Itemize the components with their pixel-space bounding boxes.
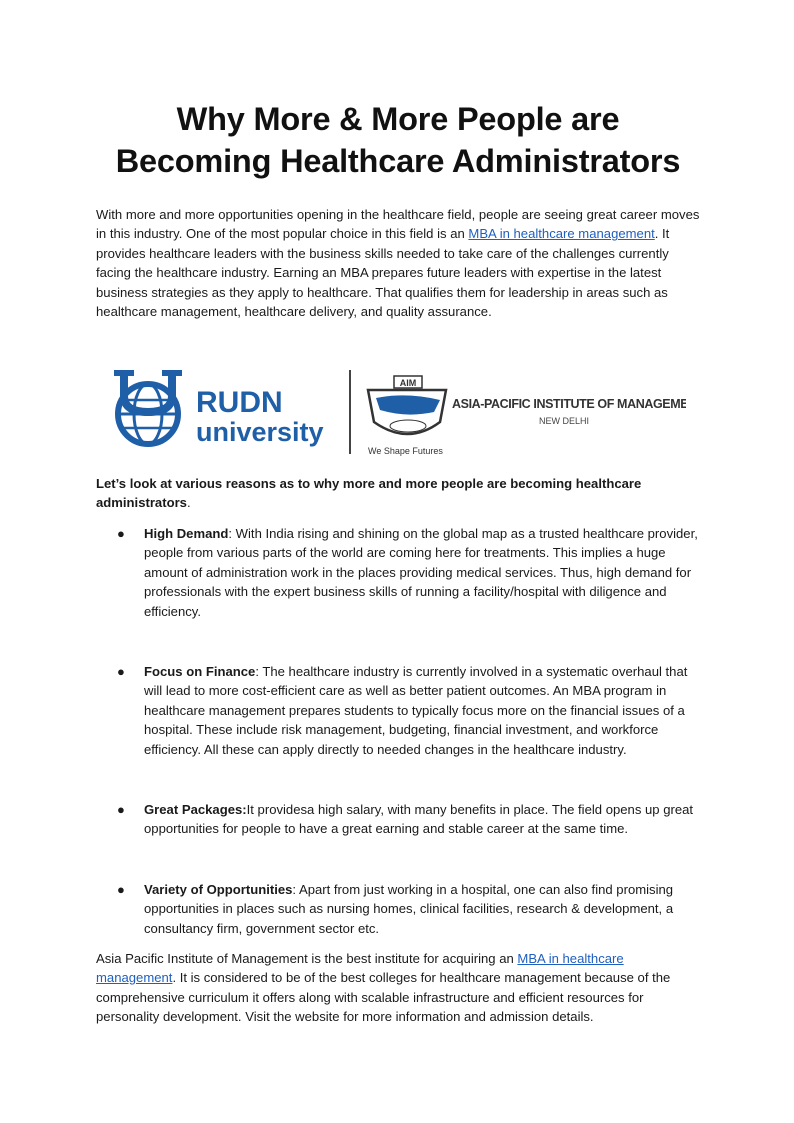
closing-mba-link[interactable]: MBA in healthcare management [96, 951, 624, 986]
rudn-logo-text-1: RUDN [196, 386, 283, 419]
closing-text-end: . It is considered to be of the best colleges for healthcare management because of the comprehensive curriculum it offers along with scalable infrastructure and efficient resources for personality development. Visit the website for more information and admission details. [96, 970, 671, 1025]
aim-tagline: We Shape Futures [368, 446, 443, 456]
aim-badge-text: AIM [399, 378, 417, 388]
list-item-variety-of-opportunities [117, 880, 704, 938]
list-item-text: It providesa high salary, with many benefits in place. The field opens up great opportunities for people to have a great earning and stable career at the same time. [144, 802, 694, 837]
list-item-great-packages [117, 800, 704, 839]
closing-text-start: Asia Pacific Institute of Management is the best institute for acquiring an [96, 951, 518, 966]
list-item-high-demand [117, 524, 704, 621]
intro-paragraph [96, 205, 700, 321]
list-item-title: Variety of Opportunities [144, 882, 293, 897]
aim-logo-name: ASIA-PACIFIC INSTITUTE OF MANAGEMENT [452, 397, 686, 411]
list-item-text: : Apart from just working in a hospital, one can also find promising opportunities in places such as nursing homes, clinical facilities, research & development, a consultancy firm, government sector etc. [144, 882, 674, 936]
reasons-heading-period: . [186, 495, 191, 511]
bullet-icon: ● [117, 802, 125, 817]
aim-logo-city: NEW DELHI [538, 416, 590, 426]
logo-banner [106, 362, 686, 462]
list-item-title: High Demand [144, 526, 229, 541]
list-item-text: : The healthcare industry is currently involved in a systematic overhaul that will lead to more cost-efficient care as well as better patient outcomes. An MBA program in healthcare management prepares students to typically focus more on the financial issues of a hospital. These include risk management, budgeting, financial investment, and workforce efficiency. All these can apply directly to needed changes in the healthcare industry. [144, 664, 688, 757]
bullet-icon: ● [117, 882, 125, 897]
reasons-heading [96, 474, 700, 513]
list-item-focus-on-finance [117, 662, 704, 759]
intro-text-start: With more and more opportunities opening in the healthcare field, people are seeing great career moves in this industry. One of the most popular choice in this field is an [96, 207, 700, 242]
intro-text-end: . It provides healthcare leaders with the business skills needed to take care of the challenges currently facing the healthcare industry. Earning an MBA prepares future leaders with expertise in the latest business strategies as they apply to healthcare. That qualifies them for leadership in areas such as healthcare management, healthcare delivery, and quality assurance. [96, 226, 670, 320]
page-title [86, 98, 710, 182]
list-item-text: : With India rising and shining on the global map as a trusted healthcare provider, people from various parts of the world are coming here for treatments. This implies a huge amount of administration work in the places providing medical services. Thus, high demand for professionals with the expert business skills of running a facility/hospital with diligence and efficiency. [144, 526, 698, 619]
rudn-emblem-icon [114, 370, 182, 444]
bullet-icon: ● [117, 664, 125, 679]
title-line-2: Becoming Healthcare Administrators [115, 143, 681, 179]
rudn-logo-text-2: university [196, 417, 324, 447]
bullet-icon: ● [117, 526, 125, 541]
reasons-heading-text: Let’s look at various reasons as to why more and more people are becoming healthcare administrators [96, 476, 642, 511]
list-item-title: Focus on Finance [144, 664, 256, 679]
list-item-title: Great Packages: [144, 802, 247, 817]
intro-mba-link[interactable]: MBA in healthcare management [468, 226, 655, 242]
closing-paragraph [96, 949, 700, 1027]
logo-banner-graphic [106, 362, 686, 462]
title-line-1: Why More & More People are [176, 101, 620, 137]
